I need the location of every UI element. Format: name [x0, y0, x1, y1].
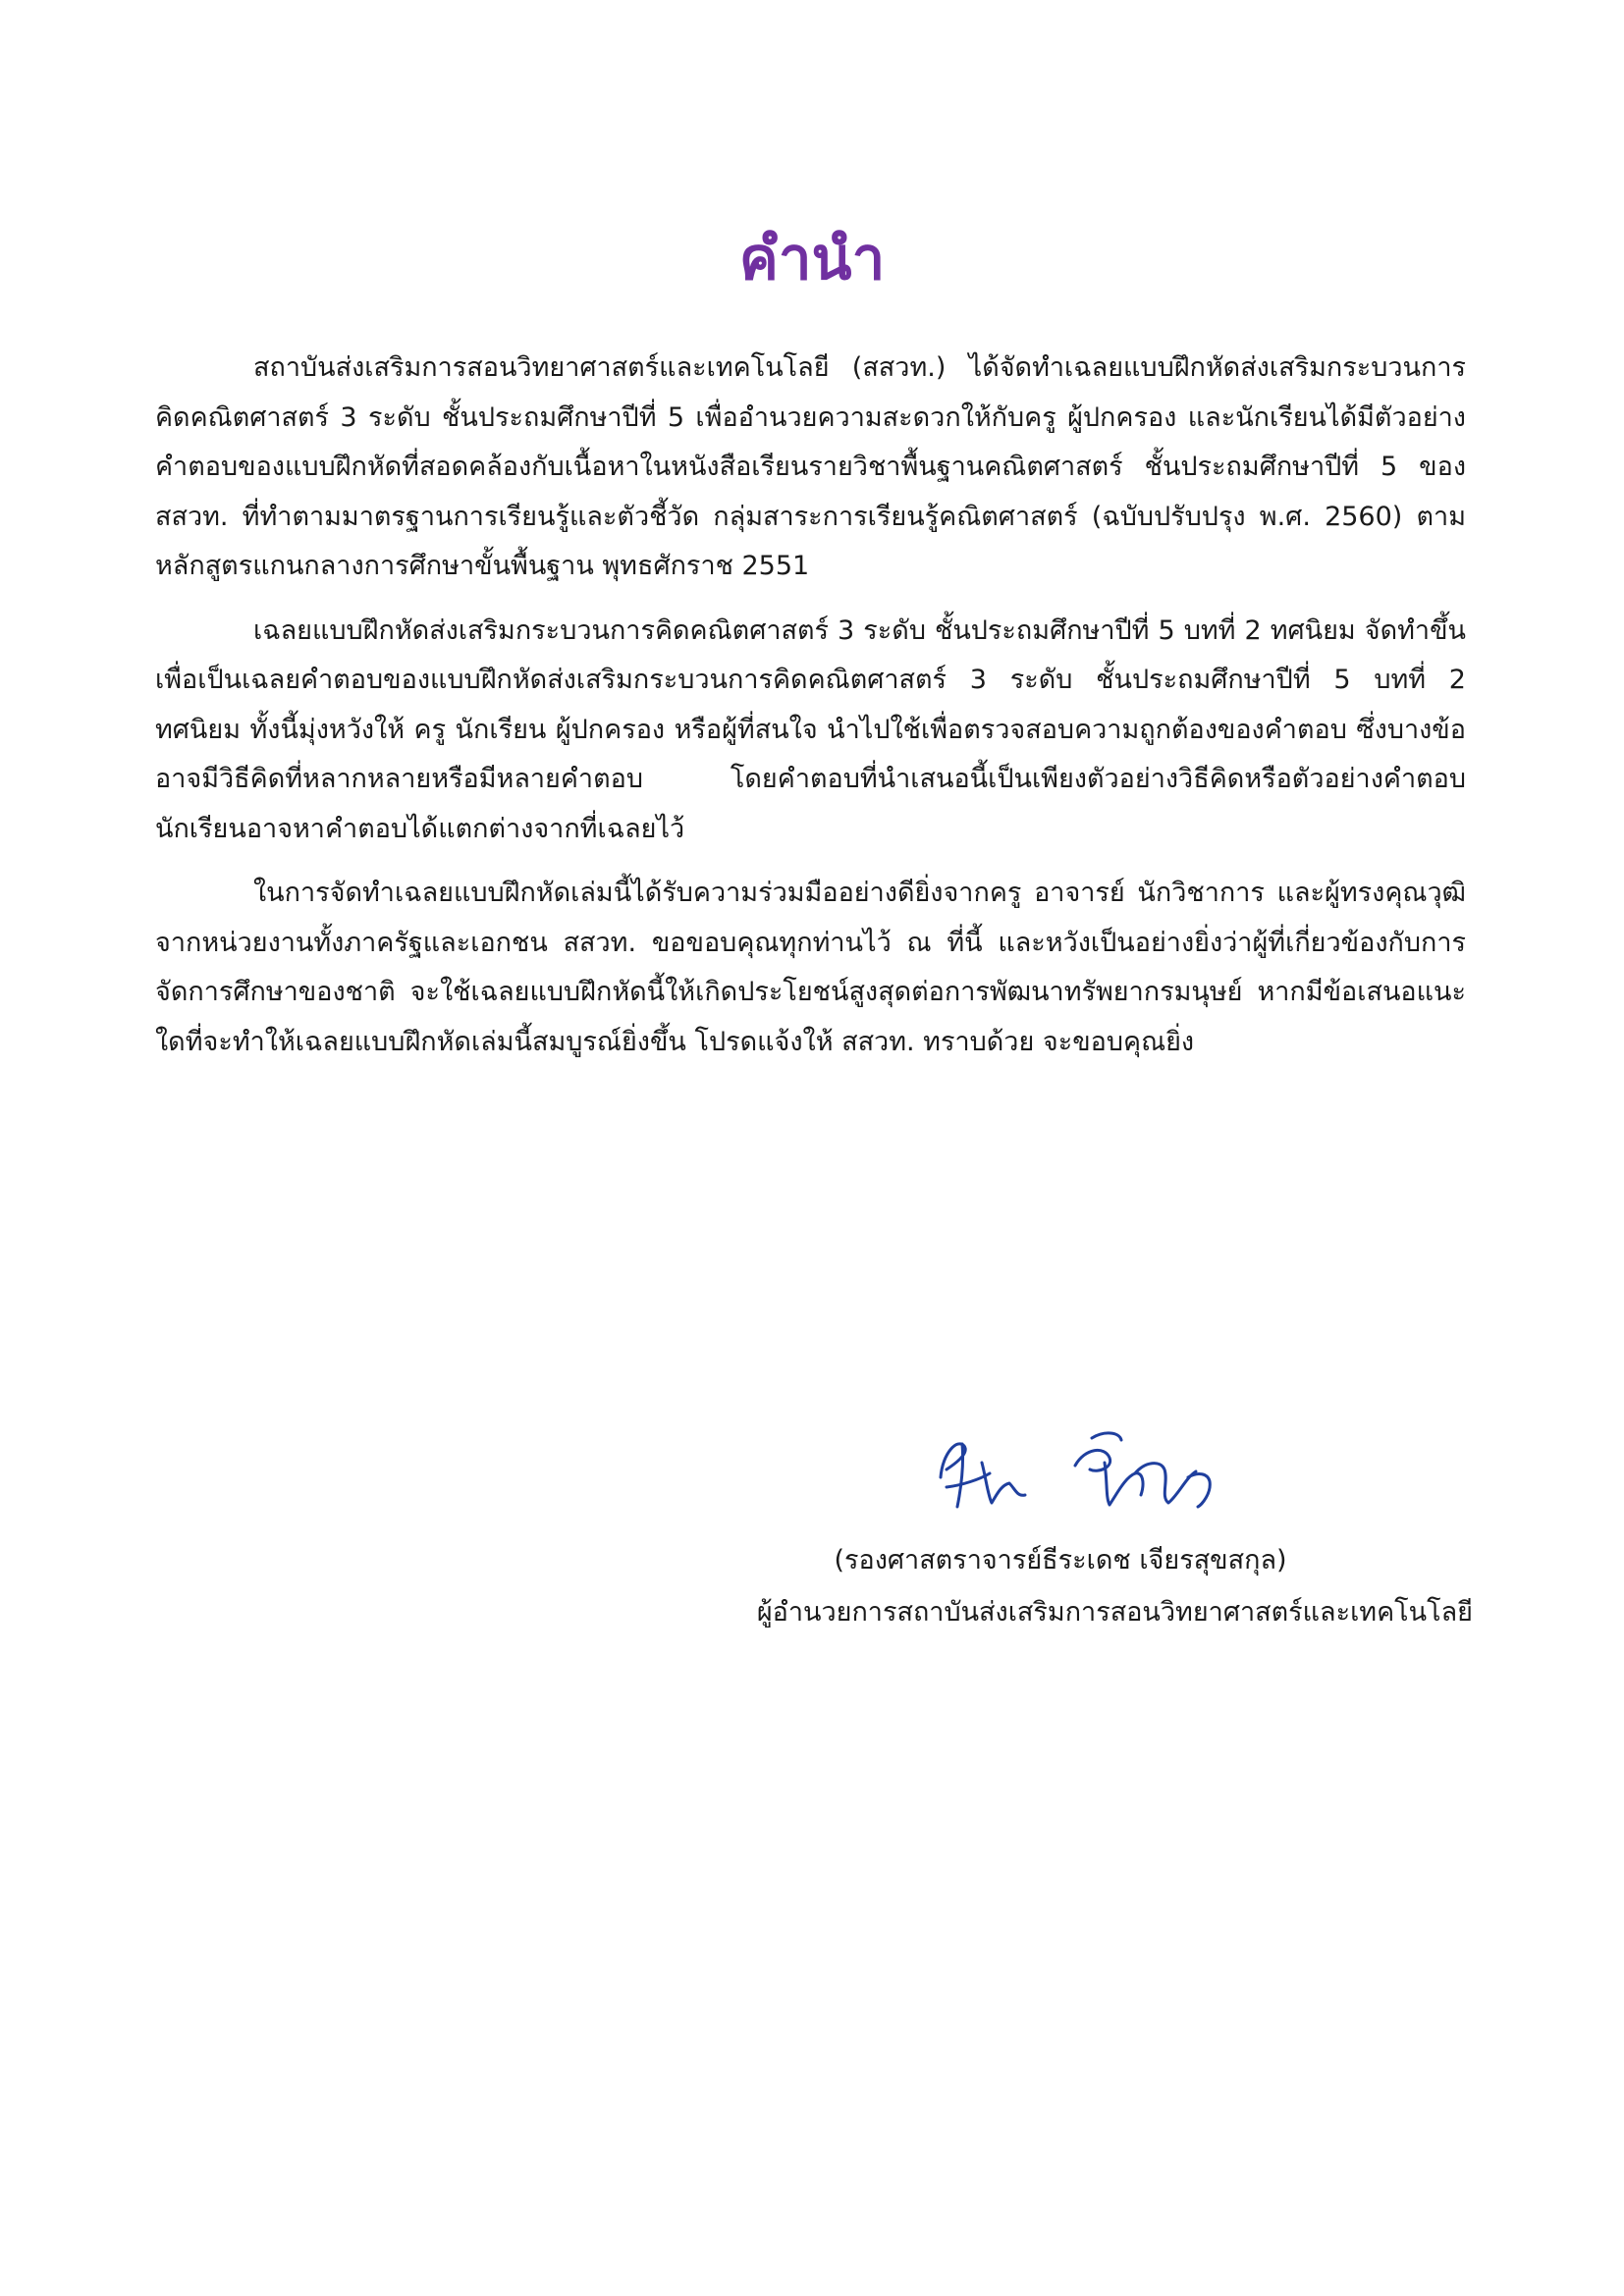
paragraph-2: เฉลยแบบฝึกหัดส่งเสริมกระบวนการคิดคณิตศาสตร์ 3 ระดับ ชั้นประถมศึกษาปีที่ 5 บทที่ 2 ทศนิยม จัดทำขึ้นเพื่อเป็นเฉลยคำตอบของแบบฝึกหัดส่งเสริมกระบวนการคิดคณิตศาสตร์ 3 ระดับ ชั้นประถมศึกษาปีที่ 5 บทที่ 2 ทศนิยม ทั้งนี้มุ่งหวังให้ ครู นักเรียน ผู้ปกครอง หรือผู้ที่สนใจ นำไปใช้เพื่อตรวจสอบความถูกต้องของคำตอบ ซึ่งบางข้ออาจมีวิธีคิดที่หลากหลายหรือมีหลายคำตอบ โดยคำตอบที่นำเสนอนี้เป็นเพียงตัวอย่างวิธีคิดหรือตัวอย่างคำตอบ นักเรียนอาจหาคำตอบได้แตกต่างจากที่เฉลยไว้ [155, 614, 1466, 844]
paragraph-3: ในการจัดทำเฉลยแบบฝึกหัดเล่มนี้ได้รับความร่วมมืออย่างดียิ่งจากครู อาจารย์ นักวิชาการ และผู้ทรงคุณวุฒิจากหน่วยงานทั้งภาครัฐและเอกชน สสวท. ขอขอบคุณทุกท่านไว้ ณ ที่นี้ และหวังเป็นอย่างยิ่งว่าผู้ที่เกี่ยวข้องกับการจัดการศึกษาของชาติ จะใช้เฉลยแบบฝึกหัดนี้ให้เกิดประโยชน์สูงสุดต่อการพัฒนาทรัพยากรมนุษย์ หากมีข้อเสนอแนะใดที่จะทำให้เฉลยแบบฝึกหัดเล่มนี้สมบูรณ์ยิ่งขึ้น โปรดแจ้งให้ สสวท. ทราบด้วย จะขอบคุณยิ่ง [155, 878, 1466, 1057]
signatory-name: (รองศาสตราจารย์ธีระเดช เจียรสุขสกุล) [834, 1545, 1287, 1575]
paragraph-1: สถาบันส่งเสริมการสอนวิทยาศาสตร์และเทคโนโลยี (สสวท.) ได้จัดทำเฉลยแบบฝึกหัดส่งเสริมกระบวนการคิดคณิตศาสตร์ 3 ระดับ ชั้นประถมศึกษาปีที่ 5 เพื่ออำนวยความสะดวกให้กับครู ผู้ปกครอง และนักเรียนได้มีตัวอย่างคำตอบของแบบฝึกหัดที่สอดคล้องกับเนื้อหาในหนังสือเรียนรายวิชาพื้นฐานคณิตศาสตร์ ชั้นประถมศึกษาปีที่ 5 ของ สสวท. ที่ทำตามมาตรฐานการเรียนรู้และตัวชี้วัด กลุ่มสาระการเรียนรู้คณิตศาสตร์ (ฉบับปรับปรุง พ.ศ. 2560) ตามหลักสูตรแกนกลางการศึกษาขั้นพื้นฐาน พุทธศักราช 2551 [155, 352, 1466, 581]
signatory-position: ผู้อำนวยการสถาบันส่งเสริมการสอนวิทยาศาสตร์และเทคโนโลยี [756, 1597, 1473, 1628]
foreword-body [155, 344, 1466, 1067]
signature-image [903, 1409, 1316, 1526]
handwritten-signature [903, 1409, 1316, 1526]
page-title: คำนำ [738, 225, 886, 294]
